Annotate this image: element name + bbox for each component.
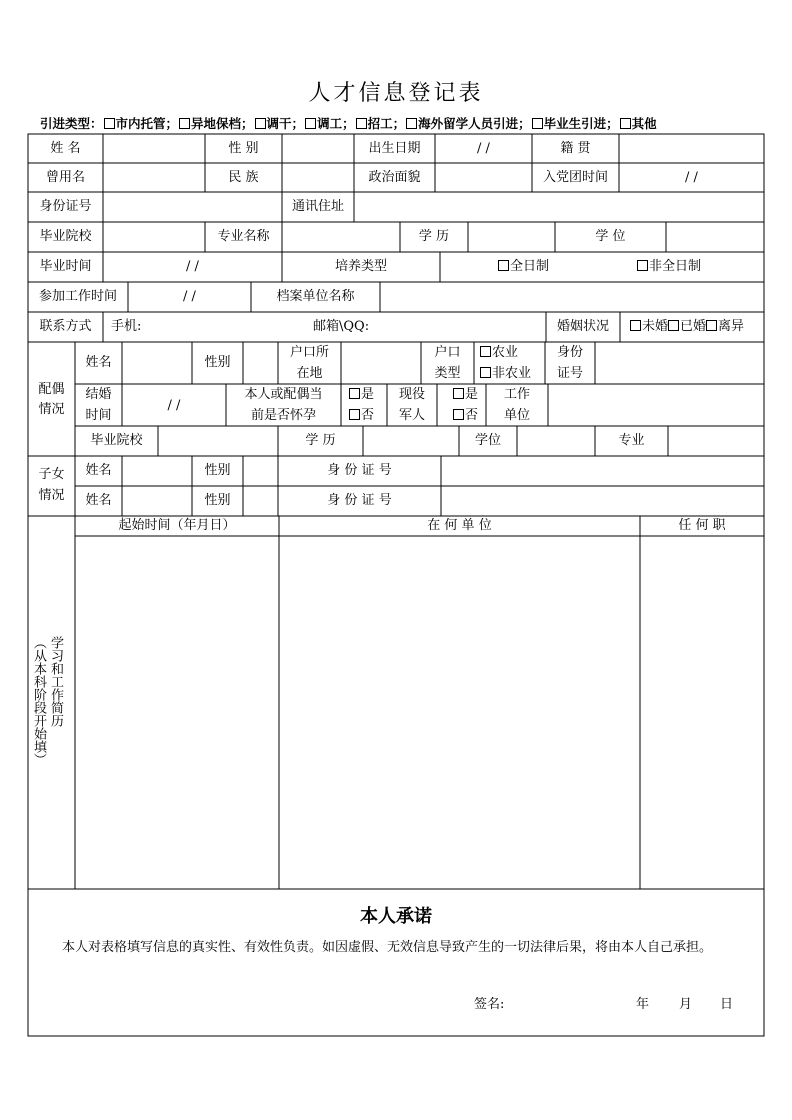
label-child2-id: 身 份 证 号 (327, 493, 392, 508)
label-major: 专业名称 (217, 229, 270, 244)
label-sp-school: 毕业院校 (90, 433, 143, 448)
label-child1-gender: 性别 (204, 463, 231, 478)
resume-header-unit: 在 何 单 位 (427, 518, 492, 533)
resume-side-2: （从本科阶段开始填） (31, 636, 46, 766)
label-archive-unit: 档案单位名称 (276, 289, 355, 304)
label-sp-education: 学 历 (305, 433, 336, 448)
option-checkbox[interactable]: 调工； (305, 116, 355, 131)
resume-side-label (30, 636, 64, 766)
league-date-sep[interactable]: / / (685, 170, 698, 185)
option-checkbox[interactable]: 市内托管； (104, 116, 179, 131)
label-contact: 联系方式 (39, 319, 92, 334)
pledge-title: 本人承诺 (360, 906, 432, 927)
date-month-label: 月 (679, 997, 693, 1012)
work-date-sep[interactable]: / / (183, 289, 196, 304)
label-sp-id-1: 身份 (556, 345, 583, 360)
option-checkbox[interactable]: 海外留学人员引进； (406, 116, 531, 131)
label-children-2: 情况 (38, 488, 65, 503)
unmarried-checkbox[interactable]: 未婚 (630, 319, 668, 334)
label-sp-marry-2: 时间 (85, 408, 112, 423)
part-time-checkbox[interactable]: 非全日制 (637, 259, 701, 275)
label-sp-hukou-1: 户口所 (289, 345, 329, 360)
label-former-name: 曾用名 (45, 170, 85, 185)
label-soldier-2: 军人 (398, 408, 425, 423)
label-sp-hukou-2: 在地 (296, 366, 323, 381)
label-id-number: 身份证号 (39, 199, 92, 214)
label-phone: 手机: (111, 319, 142, 334)
label-training-type: 培养类型 (334, 259, 387, 274)
label-sp-gender: 性别 (204, 355, 231, 370)
label-native-place: 籍 贯 (560, 141, 591, 156)
label-school: 毕业院校 (39, 229, 92, 244)
full-time-checkbox[interactable]: 全日制 (498, 259, 549, 275)
label-sp-id-2: 证号 (556, 366, 583, 381)
non-agri-checkbox[interactable]: 非农业 (480, 366, 531, 382)
label-education: 学 历 (418, 229, 450, 244)
marry-date-sep[interactable]: / / (167, 398, 181, 413)
resume-header-start: 起始时间（年月日） (118, 518, 236, 533)
label-email: 邮箱\QQ: (313, 319, 370, 334)
option-checkbox[interactable]: 招工； (356, 116, 406, 131)
option-checkbox[interactable]: 异地保档； (179, 116, 254, 131)
label-work-start: 参加工作时间 (38, 289, 117, 304)
label-spouse-1: 配偶 (38, 382, 65, 397)
label-sp-degree: 学位 (474, 433, 501, 448)
soldier-no-checkbox[interactable]: 否 (453, 408, 478, 424)
agri-checkbox[interactable]: 农业 (480, 345, 518, 361)
label-work-unit-1: 工作 (503, 387, 530, 402)
label-pregnant-1: 本人或配偶当 (244, 387, 323, 402)
date-day-label: 日 (720, 997, 734, 1012)
label-child2-name: 姓名 (85, 493, 112, 508)
married-checkbox[interactable]: 已婚 (668, 319, 706, 334)
pregnant-yes-checkbox[interactable]: 是 (349, 387, 374, 403)
intro-label: 引进类型： (40, 116, 103, 131)
label-sp-major: 专业 (618, 433, 645, 448)
signature-label: 签名: (474, 997, 505, 1012)
pledge-text: 本人对表格填写信息的真实性、有效性负责。如因虚假、无效信息导致产生的一切法律后果，将由本人自己承担。 (62, 940, 713, 955)
label-political-status: 政治面貌 (368, 170, 421, 185)
label-sp-marry-1: 结婚 (85, 387, 112, 402)
label-pregnant-2: 前是否怀孕 (250, 408, 316, 423)
label-degree: 学 位 (595, 229, 626, 244)
label-name: 姓 名 (50, 141, 81, 156)
label-league-join-time: 入党团时间 (542, 170, 608, 185)
resume-side-1: 学习和工作简历 (48, 636, 63, 727)
grad-date-sep[interactable]: / / (186, 259, 199, 274)
label-child1-name: 姓名 (85, 463, 112, 478)
pregnant-no-checkbox[interactable]: 否 (349, 408, 374, 424)
option-checkbox[interactable]: 调干； (255, 116, 305, 131)
option-checkbox[interactable]: 其他 (620, 116, 657, 131)
option-checkbox[interactable]: 毕业生引进； (532, 116, 619, 131)
label-child2-gender: 性别 (204, 493, 231, 508)
date-year-label: 年 (636, 997, 650, 1012)
birth-date-sep[interactable]: / / (477, 141, 490, 156)
label-work-unit-2: 单位 (503, 408, 530, 423)
label-sp-name: 姓名 (85, 355, 112, 370)
label-soldier-1: 现役 (398, 387, 425, 402)
label-sp-hukou-type-1: 户口 (434, 345, 461, 360)
label-grad-time: 毕业时间 (39, 259, 92, 274)
marital-options (630, 319, 744, 335)
label-marital: 婚姻状况 (556, 319, 609, 334)
label-birth-date: 出生日期 (368, 141, 421, 156)
label-spouse-2: 情况 (38, 402, 65, 417)
label-gender: 性 别 (228, 141, 259, 156)
label-ethnicity: 民 族 (228, 170, 259, 185)
label-address: 通讯住址 (291, 199, 344, 214)
label-sp-hukou-type-2: 类型 (434, 366, 461, 381)
label-child1-id: 身 份 证 号 (327, 463, 392, 478)
label-children-1: 子女 (38, 467, 65, 482)
resume-header-position: 任 何 职 (678, 518, 726, 533)
form-title: 人才信息登记表 (308, 81, 484, 106)
divorced-checkbox[interactable]: 离异 (706, 319, 744, 334)
soldier-yes-checkbox[interactable]: 是 (453, 387, 478, 403)
